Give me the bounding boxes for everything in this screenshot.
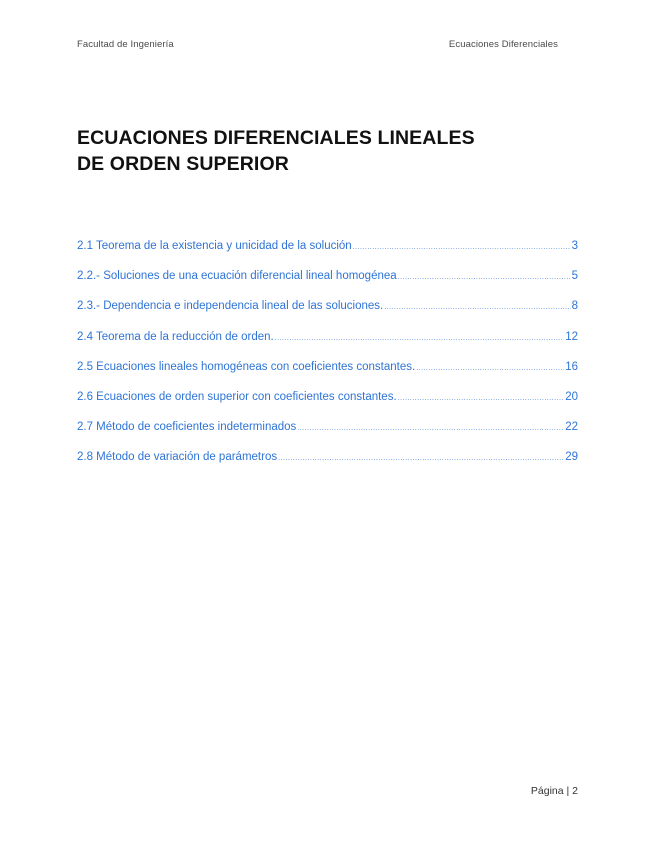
toc-entry-label: 2.3.- Dependencia e independencia lineal de las soluciones. — [77, 300, 384, 313]
page-number: Página | 2 — [530, 785, 578, 797]
toc-entry-page: 29 — [565, 451, 578, 464]
header-faculty: Facultad de Ingeniería — [77, 39, 174, 50]
toc-entry-page: 12 — [565, 330, 578, 343]
toc-dot-leader — [384, 304, 570, 311]
toc-entry-2-8[interactable] — [77, 451, 578, 481]
toc-entry-2-2[interactable] — [77, 270, 578, 300]
toc-entry-label: 2.4 Teorema de la reducción de orden. — [77, 330, 274, 343]
toc-entry-page: 20 — [565, 390, 578, 403]
toc-entry-label: 2.1 Teorema de la existencia y unicidad de la solución — [77, 240, 352, 252]
title-line-1: ECUACIONES DIFERENCIALES LINEALES — [77, 127, 475, 149]
toc-entry-label: 2.5 Ecuaciones lineales homogéneas con coeficientes constantes. — [77, 360, 416, 373]
toc-dot-leader — [297, 425, 564, 432]
table-of-contents — [77, 240, 578, 482]
header-course: Ecuaciones Diferenciales — [448, 39, 558, 50]
toc-entry-2-3[interactable] — [77, 300, 578, 330]
page-title — [77, 125, 557, 177]
toc-entry-page: 8 — [571, 300, 578, 313]
toc-dot-leader — [275, 335, 565, 342]
toc-entry-label: 2.6 Ecuaciones de orden superior con coeficientes constantes. — [77, 390, 397, 403]
toc-entry-2-6[interactable] — [77, 391, 578, 421]
toc-entry-label: 2.7 Método de coeficientes indeterminados — [77, 421, 297, 434]
toc-entry-label: 2.2.- Soluciones de una ecuación diferencial lineal homogénea — [77, 270, 397, 283]
toc-entry-2-5[interactable] — [77, 361, 578, 391]
toc-entry-page: 16 — [565, 360, 578, 373]
toc-dot-leader — [416, 365, 564, 372]
toc-entry-2-4[interactable] — [77, 331, 578, 361]
toc-entry-page: 3 — [571, 240, 578, 252]
toc-dot-leader — [398, 395, 565, 402]
toc-dot-leader — [278, 455, 564, 462]
toc-entry-page: 22 — [565, 421, 578, 434]
toc-entry-label: 2.8 Método de variación de parámetros — [77, 451, 278, 464]
toc-dot-leader — [353, 244, 571, 251]
toc-entry-2-1[interactable] — [77, 240, 578, 270]
toc-dot-leader — [398, 274, 571, 281]
title-line-2: DE ORDEN SUPERIOR — [77, 153, 289, 175]
toc-entry-page: 5 — [571, 270, 578, 283]
toc-entry-2-7[interactable] — [77, 421, 578, 451]
